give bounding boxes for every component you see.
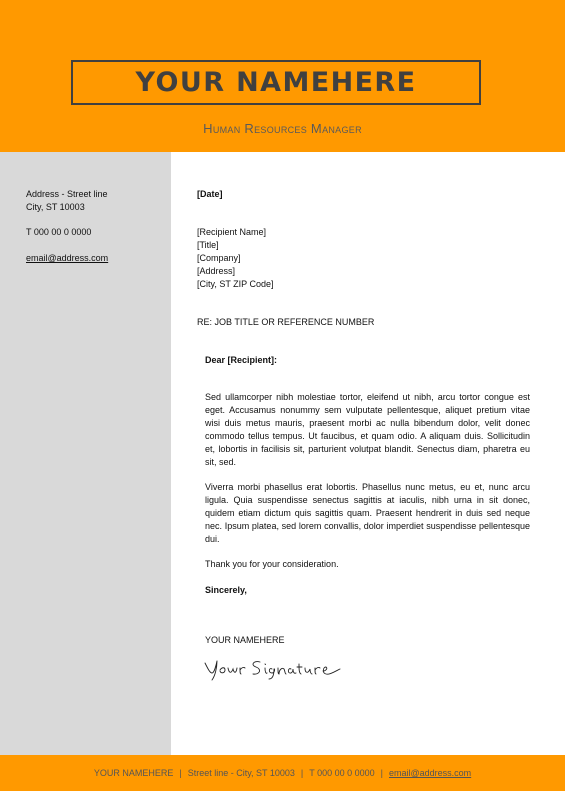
header-banner xyxy=(0,0,565,152)
sidebar-email-link[interactable]: email@address.com xyxy=(26,253,109,263)
body-paragraph-2: Viverra morbi phasellus erat lobortis. Phasellus nunc metus, eu et, nunc arcu ligula. Quia suspendisse senectus sagittis at iaculis, nibh urna in sit donec, quidem etiam dictum quis sagittis quam. Praesent hendrerit in duis sed neque nec. Ipsum platea, sed lorem convallis, dolor imperdiet suspendisse pellentesque dui. xyxy=(205,482,530,544)
applicant-name: YOUR NAMEHERE xyxy=(135,67,417,98)
footer-separator: | xyxy=(179,768,182,778)
address-line-1: Address - Street line xyxy=(26,189,108,199)
footer-email-link[interactable]: email@address.com xyxy=(388,768,472,778)
recipient-block xyxy=(197,226,274,291)
recipient-name: [Recipient Name] xyxy=(197,227,267,237)
handwritten-signature xyxy=(202,654,347,682)
reference-line: RE: JOB TITLE OR REFERENCE NUMBER xyxy=(197,317,375,327)
thanks-line: Thank you for your consideration. xyxy=(205,559,339,569)
address-line-2: City, ST 10003 xyxy=(26,202,85,212)
sidebar-address xyxy=(26,188,108,214)
footer-separator: | xyxy=(380,768,383,778)
recipient-title: [Title] xyxy=(197,240,219,250)
recipient-company: [Company] xyxy=(197,253,241,263)
recipient-city: [City, ST ZIP Code] xyxy=(197,279,274,289)
name-box xyxy=(71,60,481,105)
footer-phone: T 000 00 0 0000 xyxy=(309,768,375,778)
job-title: Human Resources Manager xyxy=(203,121,362,136)
recipient-address: [Address] xyxy=(197,266,236,276)
body-paragraph-1: Sed ullamcorper nibh molestiae tortor, eleifend ut nibh, arcu tortor congue est eget. Accusamus nonummy sem vulputate pellentesque, aliquet pretium vitae wisi duis metus mauris, praesent morbi ac nulla bibendum dolor, velit donec commodo tellus tempus. Ut faucibus, et quam odio. A aliquam duis. Sollicitudin et, lobortis in facilisis sit, parturient volutpat blandit. Senectus diam, pharetra eu sit, sed. xyxy=(205,392,530,467)
letter-date: [Date] xyxy=(197,189,223,199)
sidebar-phone: T 000 00 0 0000 xyxy=(26,227,92,237)
footer-banner xyxy=(0,755,565,791)
footer-name: YOUR NAMEHERE xyxy=(93,768,174,778)
footer-separator: | xyxy=(300,768,304,778)
closing: Sincerely, xyxy=(205,585,247,595)
footer-address: Street line - City, ST 10003 xyxy=(187,768,295,778)
salutation: Dear [Recipient]: xyxy=(205,355,278,365)
sidebar xyxy=(0,152,171,755)
signer-name: YOUR NAMEHERE xyxy=(205,635,285,645)
